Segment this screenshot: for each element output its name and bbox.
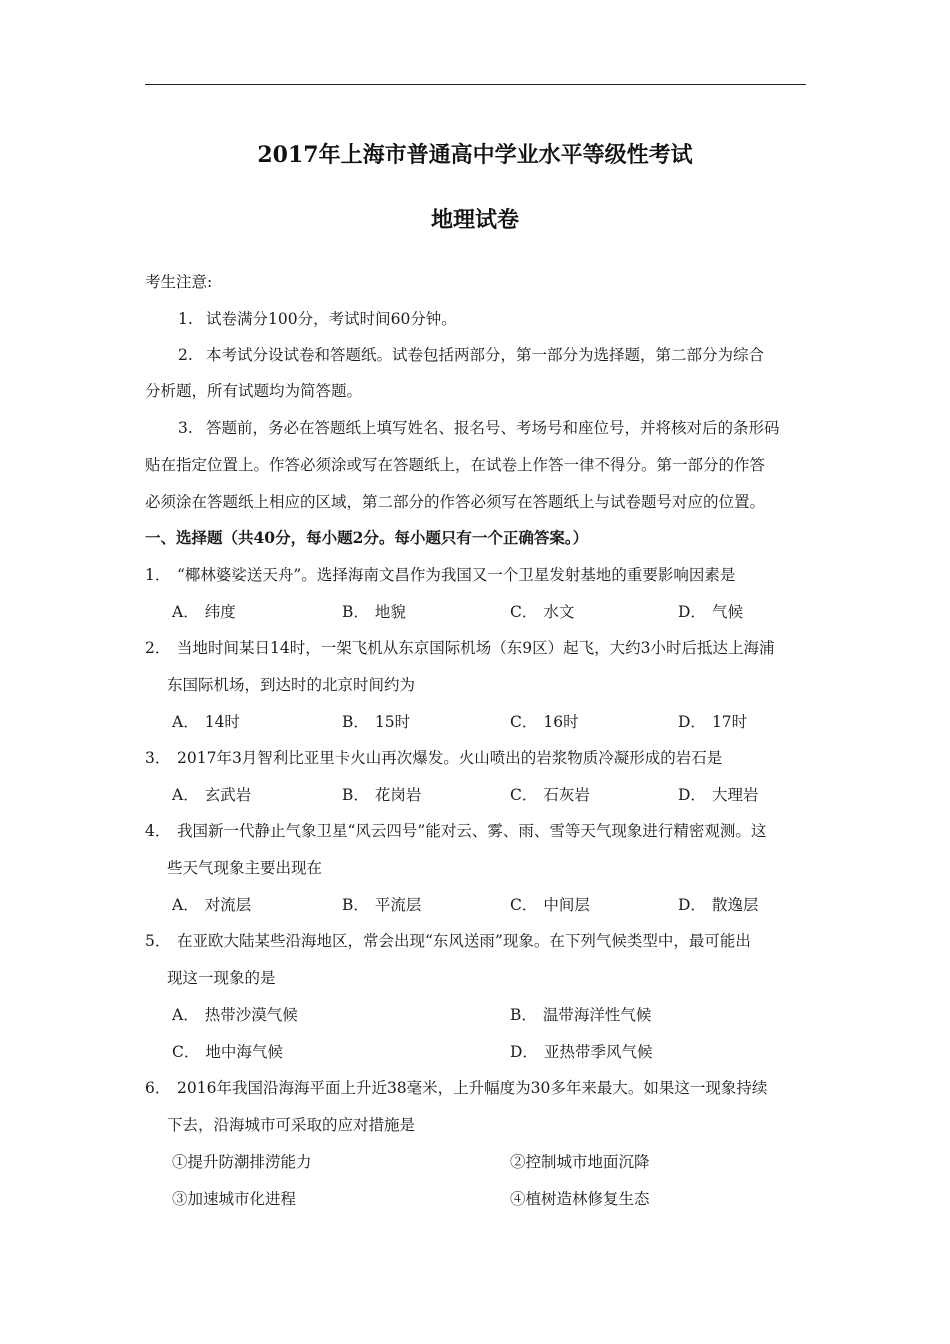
- option-b: [342, 602, 406, 622]
- option-label: A．: [172, 603, 199, 621]
- option-b: [342, 895, 421, 915]
- question-stem-cont: 现这一现象的是: [167, 969, 276, 987]
- option-label: C．: [510, 896, 538, 914]
- question-5: [145, 931, 751, 951]
- question-stem-cont: 些天气现象主要出现在: [167, 859, 323, 877]
- option-text: 中间层: [543, 896, 590, 914]
- option-label: A．: [172, 786, 199, 804]
- option-d: [678, 602, 743, 622]
- option-c: [510, 895, 590, 915]
- option-text: 花岗岩: [374, 786, 422, 804]
- notice-item-text: 试卷满分100分，考试时间60分钟。: [206, 310, 457, 328]
- notice-item-text: 本考试分设试卷和答题纸。试卷包括两部分，第一部分为选择题，第二部分为综合: [206, 346, 765, 364]
- notice-item-text-cont: 分析题，所有试题均为简答题。: [145, 382, 363, 400]
- question-1: [145, 565, 735, 585]
- option-a: [172, 712, 240, 732]
- option-d: [510, 1042, 652, 1062]
- notice-item-number: 1.: [178, 310, 193, 328]
- statement-2: [510, 1152, 650, 1172]
- option-c: [510, 602, 574, 622]
- question-number: 3．: [145, 749, 171, 767]
- option-label: C．: [510, 603, 538, 621]
- option-text: 16时: [543, 713, 579, 731]
- option-text: 对流层: [204, 896, 252, 914]
- header-rule: [145, 84, 806, 85]
- option-text: 大理岩: [711, 786, 759, 804]
- option-c: [510, 785, 590, 805]
- notice-item-1: [178, 309, 457, 329]
- option-text: 14时: [204, 713, 240, 731]
- question-stem: 2017年3月智利比亚里卡火山再次爆发。火山喷出的岩浆物质冷凝形成的岩石是: [177, 749, 723, 767]
- option-label: C．: [510, 786, 538, 804]
- option-text: 散逸层: [711, 896, 759, 914]
- notice-item-text-cont: 贴在指定位置上。作答必须涂或写在答题纸上，在试卷上作答一律不得分。第一部分的作答: [145, 456, 766, 474]
- question-stem: 2016年我国沿海海平面上升近38毫米，上升幅度为30多年来最大。如果这一现象持续: [177, 1079, 768, 1097]
- option-text: 温带海洋性气候: [542, 1006, 652, 1024]
- statement-text: ④植树造林修复生态: [510, 1190, 650, 1208]
- option-label: A．: [172, 1006, 199, 1024]
- question-number: 1．: [145, 566, 171, 584]
- question-4: [145, 821, 766, 841]
- option-label: B．: [510, 1006, 537, 1024]
- option-text: 热带沙漠气候: [204, 1006, 298, 1024]
- notice-item-text-cont: 必须涂在答题纸上相应的区域，第二部分的作答必须写在答题纸上与试卷题号对应的位置。: [145, 493, 766, 511]
- statement-4: [510, 1189, 650, 1209]
- option-label: C．: [510, 713, 538, 731]
- option-label: B．: [342, 786, 369, 804]
- question-stem-cont: 东国际机场，到达时的北京时间约为: [167, 676, 416, 694]
- option-a: [172, 1005, 298, 1025]
- question-stem: 在亚欧大陆某些沿海地区，常会出现“东风送雨”现象。在下列气候类型中，最可能出: [177, 932, 751, 950]
- exam-title: 2017年上海市普通高中学业水平等级性考试: [257, 142, 693, 168]
- option-label: B．: [342, 896, 369, 914]
- paper-subtitle: 地理试卷: [430, 207, 519, 233]
- statement-1: [172, 1152, 312, 1172]
- option-text: 玄武岩: [204, 786, 252, 804]
- question-stem: 我国新一代静止气象卫星“风云四号”能对云、雾、雨、雪等天气现象进行精密观测。这: [177, 822, 767, 840]
- option-text: 水文: [543, 603, 575, 621]
- question-3: [145, 748, 722, 768]
- option-text: 石灰岩: [543, 786, 590, 804]
- option-b: [342, 712, 410, 732]
- question-number: 5．: [145, 932, 171, 950]
- statement-3: [172, 1189, 296, 1209]
- question-stem-cont: 下去，沿海城市可采取的应对措施是: [167, 1116, 416, 1134]
- notice-item-2: [178, 345, 764, 365]
- option-text: 亚热带季风气候: [543, 1043, 653, 1061]
- option-c: [172, 1042, 283, 1062]
- notice-item-number: 2.: [178, 346, 193, 364]
- option-b: [510, 1005, 651, 1025]
- question-2: [145, 638, 774, 658]
- option-d: [678, 895, 758, 915]
- option-label: B．: [342, 713, 369, 731]
- option-label: B．: [342, 603, 369, 621]
- option-text: 纬度: [204, 603, 236, 621]
- option-label: A．: [172, 713, 199, 731]
- notice-item-3: [178, 418, 780, 438]
- option-c: [510, 712, 579, 732]
- statement-text: ③加速城市化进程: [172, 1190, 297, 1208]
- question-number: 6．: [145, 1079, 171, 1097]
- option-text: 气候: [711, 603, 743, 621]
- question-number: 2．: [145, 639, 171, 657]
- notice-item-text: 答题前，务必在答题纸上填写姓名、报名号、考场号和座位号，并将核对后的条形码: [206, 419, 780, 437]
- option-text: 15时: [374, 713, 411, 731]
- option-label: D．: [678, 896, 706, 914]
- section-heading: 一、选择题（共40分，每小题2分。每小题只有一个正确答案。）: [145, 528, 589, 547]
- question-stem: 当地时间某日14时，一架飞机从东京国际机场（东9区）起飞，大约3小时后抵达上海浦: [177, 639, 775, 657]
- option-d: [678, 712, 747, 732]
- option-a: [172, 785, 251, 805]
- option-b: [342, 785, 421, 805]
- statement-text: ①提升防潮排涝能力: [172, 1153, 312, 1171]
- option-d: [678, 785, 758, 805]
- option-label: D．: [510, 1043, 538, 1061]
- statement-text: ②控制城市地面沉降: [510, 1153, 650, 1171]
- option-a: [172, 602, 236, 622]
- option-label: D．: [678, 786, 706, 804]
- question-stem: “椰林婆娑送天舟”。选择海南文昌作为我国又一个卫星发射基地的重要影响因素是: [177, 566, 736, 584]
- option-label: D．: [678, 713, 706, 731]
- question-number: 4．: [145, 822, 171, 840]
- option-label: A．: [172, 896, 199, 914]
- option-text: 平流层: [374, 896, 422, 914]
- notice-item-number: 3.: [178, 419, 193, 437]
- notice-heading: 考生注意:: [145, 273, 213, 291]
- question-6: [145, 1078, 767, 1098]
- option-text: 地貌: [374, 603, 406, 621]
- option-a: [172, 895, 251, 915]
- option-label: D．: [678, 603, 706, 621]
- option-text: 地中海气候: [205, 1043, 283, 1061]
- option-label: C．: [172, 1043, 200, 1061]
- option-text: 17时: [711, 713, 748, 731]
